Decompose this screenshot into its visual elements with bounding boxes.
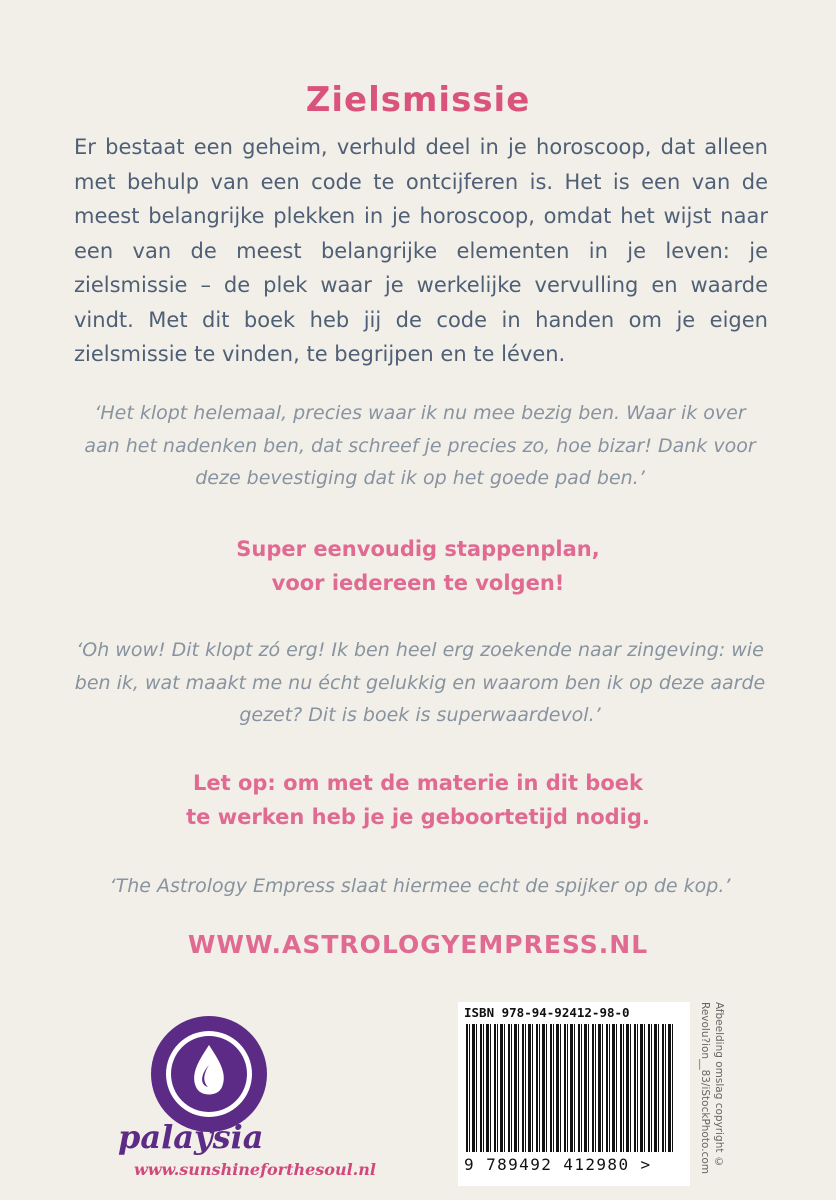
isbn-label: ISBN 978-94-92412-98-0 <box>464 1005 630 1020</box>
highlight-steps <box>60 532 776 600</box>
testimonial-quote-3: ‘The Astrology Empress slaat hiermee echt de spijker op de kop.’ <box>109 875 731 897</box>
highlight-steps-line-2: voor iedereen te volgen! <box>271 571 565 595</box>
barcode-bars <box>466 1024 676 1152</box>
highlight-birthtime-note <box>60 766 776 834</box>
website-url: WWW.ASTROLOGYEMPRESS.NL <box>187 930 649 959</box>
publisher-name: palaysia <box>118 1118 264 1156</box>
image-credit: Afbeelding omslag copyright © Revolu?ion__83/iStockPhoto.com <box>699 1002 725 1174</box>
isbn-barcode <box>458 1002 690 1186</box>
testimonial-quote-2: ‘Oh wow! Dit klopt zó erg! Ik ben heel erg zoekende naar zingeving: wie ben ik, wat maakt me nu écht gelukkig en waarom ben ik op deze aarde gezet? Dit is boek is superwaardevol.’ <box>74 639 766 726</box>
book-title: Zielsmissie <box>305 80 531 120</box>
lotus-drop-logo-icon <box>150 1015 268 1133</box>
publisher-url: www.sunshineforthesoul.nl <box>134 1160 376 1179</box>
highlight-steps-line-1: Super eenvoudig stappenplan, <box>236 537 600 561</box>
isbn-digits: 9 789492 412980 > <box>464 1155 652 1174</box>
highlight-note-line-1: Let op: om met de materie in dit boek <box>193 771 643 795</box>
intro-paragraph: Er bestaat een geheim, verhuld deel in je horoscoop, dat alleen met behulp van een code te ontcijferen is. Het is een van de meest belangrijke plekken in je horoscoop, omdat het wijst naar een van de meest belangrijke elementen in je leven: je zielsmissie – de plek waar je werkelijke vervulling en waarde vindt. Met dit boek heb jij de code in handen om je eigen zielsmissie te vinden, te begrijpen en te léven. <box>74 135 768 366</box>
highlight-note-line-2: te werken heb je je geboortetijd nodig. <box>186 805 650 829</box>
testimonial-quote-1: ‘Het klopt helemaal, precies waar ik nu mee bezig ben. Waar ik over aan het nadenken ben, dat schreef je precies zo, hoe bizar! Dank voor deze bevestiging dat ik op het goede pad ben.’ <box>84 402 756 489</box>
